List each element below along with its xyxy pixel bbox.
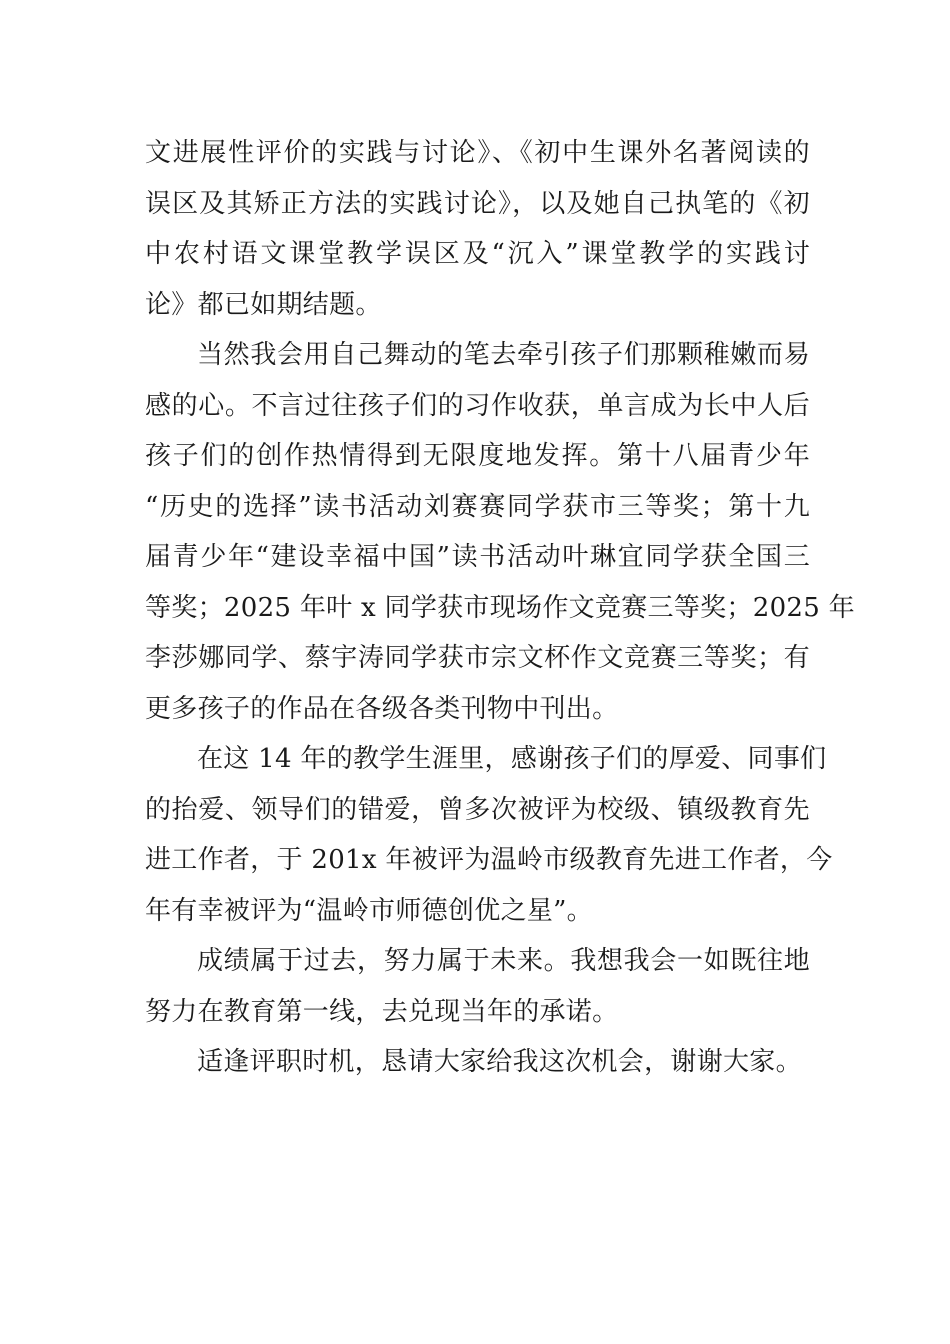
- paragraph: [145, 128, 810, 330]
- text-line: “历史的选择”读书活动刘赛赛同学获市三等奖；第十九: [145, 491, 810, 522]
- text-line: 努力在教育第一线，去兑现当年的承诺。: [145, 996, 619, 1027]
- paragraph: [145, 936, 810, 1037]
- text-line: 中农村语文课堂教学误区及“沉入”课堂教学的实践讨: [145, 239, 810, 269]
- paragraph: [145, 330, 855, 734]
- text-line: 更多孩子的作品在各级各类刊物中刊出。: [145, 693, 619, 724]
- text-line: 孩子们的创作热情得到无限度地发挥。第十八届青少年: [145, 441, 810, 471]
- paragraph: [145, 1037, 810, 1088]
- text-line: 感的心。不言过往孩子们的习作收获，单言成为长中人后: [145, 390, 810, 421]
- text-line: 等奖；2025 年叶 x 同学获市现场作文竞赛三等奖；2025 年: [145, 592, 855, 623]
- paragraph: [145, 734, 833, 936]
- text-line: 的抬爱、领导们的错爱，曾多次被评为校级、镇级教育先: [145, 794, 810, 825]
- text-line: 适逢评职时机，恳请大家给我这次机会，谢谢大家。: [197, 1047, 802, 1077]
- text-line: 在这 14 年的教学生涯里，感谢孩子们的厚爱、同事们: [197, 744, 827, 774]
- text-line: 误区及其矫正方法的实践讨论》，以及她自己执笔的《初: [145, 188, 810, 219]
- text-line: 李莎娜同学、蔡宇涛同学获市宗文杯作文竞赛三等奖；有: [145, 643, 810, 673]
- text-line: 成绩属于过去，努力属于未来。我想我会一如既往地: [197, 946, 810, 976]
- text-line: 年有幸被评为“温岭市师德创优之星”。: [145, 895, 593, 926]
- text-line: 进工作者，于 201x 年被评为温岭市级教育先进工作者，今: [145, 845, 833, 875]
- document-body: [145, 128, 855, 1088]
- text-line: 论》都已如期结题。: [145, 289, 382, 320]
- text-line: 届青少年“建设幸福中国”读书活动叶琳宜同学获全国三: [145, 542, 810, 572]
- text-line: 当然我会用自己舞动的笔去牵引孩子们那颗稚嫩而易: [197, 340, 810, 370]
- text-line: 文进展性评价的实践与讨论》、《初中生课外名著阅读的: [145, 138, 810, 168]
